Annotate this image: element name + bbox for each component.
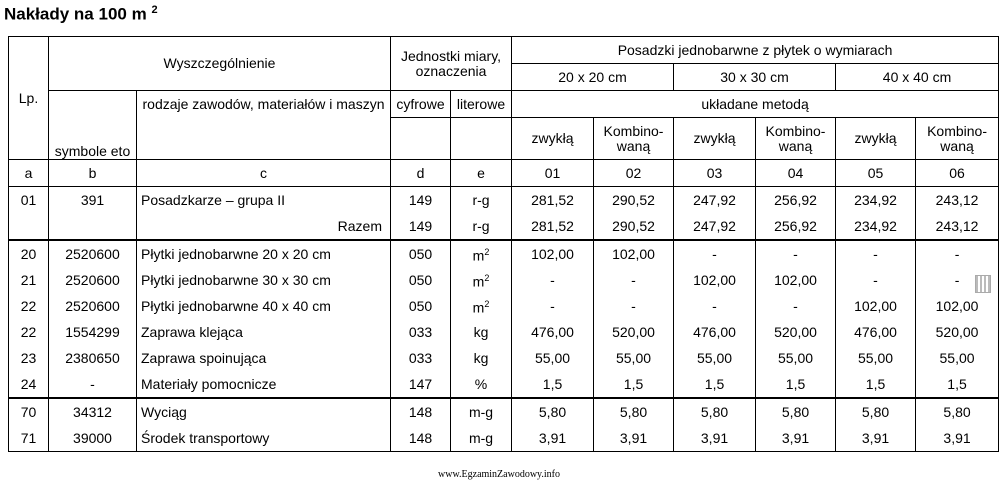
table-row <box>9 187 999 214</box>
row-value: 247,92 <box>674 187 756 214</box>
row-unit-digital: 033 <box>391 345 451 371</box>
row-value: 55,00 <box>836 345 916 371</box>
row-value: - <box>512 293 594 319</box>
row-value: 520,00 <box>594 319 674 345</box>
row-value: 1,5 <box>916 371 999 398</box>
qr-code-icon <box>975 275 991 293</box>
column-letter: 05 <box>836 160 916 187</box>
table-row <box>9 319 999 345</box>
row-symbol: 2520600 <box>49 293 137 319</box>
method-header: Kombino-waną <box>916 118 999 160</box>
column-letter: b <box>49 160 137 187</box>
row-value: 243,12 <box>916 187 999 214</box>
row-unit-letter <box>451 267 512 293</box>
row-value: 520,00 <box>756 319 836 345</box>
row-lp: 70 <box>9 398 49 425</box>
unit-superscript: 2 <box>484 298 490 309</box>
column-letter: 04 <box>756 160 836 187</box>
unit-text: m <box>472 273 485 290</box>
row-unit-digital: 033 <box>391 319 451 345</box>
wyszczegolnienie-header: Wyszczególnienie <box>49 37 391 91</box>
row-value: 476,00 <box>512 319 594 345</box>
row-value: 3,91 <box>836 425 916 452</box>
row-value: - <box>594 267 674 293</box>
row-name: Zaprawa klejąca <box>137 319 391 345</box>
row-unit-digital: 050 <box>391 240 451 267</box>
row-value: - <box>836 240 916 267</box>
row-value: - <box>756 240 836 267</box>
row-symbol: - <box>49 371 137 398</box>
literowe-header: literowe <box>451 91 512 118</box>
symbole-header: symbole eto <box>49 91 137 160</box>
table-row <box>9 345 999 371</box>
row-name: Płytki jednobarwne 30 x 30 cm <box>137 267 391 293</box>
row-name: Razem <box>137 213 391 240</box>
row-lp <box>9 213 49 240</box>
row-value: 243,12 <box>916 213 999 240</box>
row-lp: 01 <box>9 187 49 214</box>
row-value: - <box>916 267 999 293</box>
page-title: Nakłady na 100 m $^2$ <box>4 4 158 24</box>
row-name: Posadzkarze – grupa II <box>137 187 391 214</box>
row-unit-letter <box>451 240 512 267</box>
row-value: - <box>674 240 756 267</box>
cyfrowe-header: cyfrowe <box>391 91 451 118</box>
row-value: 520,00 <box>916 319 999 345</box>
row-unit-digital: 147 <box>391 371 451 398</box>
row-value: 234,92 <box>836 187 916 214</box>
footer-url: www.EgzaminZawodowy.info <box>438 469 561 480</box>
row-value: - <box>916 240 999 267</box>
row-value: 102,00 <box>836 293 916 319</box>
unit-superscript: 2 <box>484 272 490 283</box>
table-row <box>9 293 999 319</box>
row-value: 281,52 <box>512 187 594 214</box>
row-name: Płytki jednobarwne 20 x 20 cm <box>137 240 391 267</box>
row-unit-letter: m-g <box>451 425 512 452</box>
row-symbol: 2520600 <box>49 240 137 267</box>
row-unit-digital: 149 <box>391 187 451 214</box>
row-value: 247,92 <box>674 213 756 240</box>
method-header: zwykłą <box>512 118 594 160</box>
row-value: 3,91 <box>916 425 999 452</box>
size-header-20: 20 x 20 cm <box>512 64 674 91</box>
row-value: 55,00 <box>512 345 594 371</box>
row-value: 3,91 <box>674 425 756 452</box>
row-value: 3,91 <box>756 425 836 452</box>
row-unit-letter: r-g <box>451 187 512 214</box>
row-value: 1,5 <box>594 371 674 398</box>
method-header: zwykłą <box>674 118 756 160</box>
row-name: Środek transportowy <box>137 425 391 452</box>
row-lp: 24 <box>9 371 49 398</box>
row-unit-letter: % <box>451 371 512 398</box>
row-value: 102,00 <box>674 267 756 293</box>
row-symbol: 1554299 <box>49 319 137 345</box>
row-value: - <box>756 293 836 319</box>
row-value: 256,92 <box>756 187 836 214</box>
column-letter: c <box>137 160 391 187</box>
row-unit-letter: r-g <box>451 213 512 240</box>
row-value: 5,80 <box>594 398 674 425</box>
posadzki-header: Posadzki jednobarwne z płytek o wymiarach <box>512 37 999 64</box>
row-lp: 22 <box>9 319 49 345</box>
row-value: - <box>512 267 594 293</box>
method-header: Kombino-waną <box>594 118 674 160</box>
row-value: 5,80 <box>756 398 836 425</box>
row-symbol: 2380650 <box>49 345 137 371</box>
column-letter: 02 <box>594 160 674 187</box>
row-value: 5,80 <box>836 398 916 425</box>
literowe-blank <box>451 118 512 160</box>
row-value: 290,52 <box>594 213 674 240</box>
row-symbol <box>49 213 137 240</box>
row-value: 5,80 <box>916 398 999 425</box>
row-symbol: 2520600 <box>49 267 137 293</box>
row-value: 281,52 <box>512 213 594 240</box>
row-unit-digital: 050 <box>391 267 451 293</box>
row-lp: 23 <box>9 345 49 371</box>
row-value: 5,80 <box>674 398 756 425</box>
unit-text: m <box>472 299 485 316</box>
jednostki-header: Jednostki miary, oznaczenia <box>391 37 512 91</box>
column-letter: 03 <box>674 160 756 187</box>
row-value: 102,00 <box>594 240 674 267</box>
row-value: 234,92 <box>836 213 916 240</box>
row-unit-digital: 050 <box>391 293 451 319</box>
row-value: 476,00 <box>674 319 756 345</box>
row-value: 102,00 <box>916 293 999 319</box>
row-unit-letter: m-g <box>451 398 512 425</box>
row-value: 55,00 <box>674 345 756 371</box>
row-symbol: 34312 <box>49 398 137 425</box>
row-value: - <box>594 293 674 319</box>
row-value: 290,52 <box>594 187 674 214</box>
method-header: zwykłą <box>836 118 916 160</box>
unit-superscript: 2 <box>484 246 490 257</box>
row-value: 1,5 <box>674 371 756 398</box>
table-row <box>9 213 999 240</box>
ukladane-header: układane metodą <box>512 91 999 118</box>
row-value: 1,5 <box>512 371 594 398</box>
row-value: 55,00 <box>916 345 999 371</box>
method-header: Kombino-waną <box>756 118 836 160</box>
row-value: 3,91 <box>594 425 674 452</box>
row-value: - <box>674 293 756 319</box>
norms-table <box>8 36 999 452</box>
row-unit-letter: kg <box>451 345 512 371</box>
row-lp: 21 <box>9 267 49 293</box>
row-value: 3,91 <box>512 425 594 452</box>
table-body <box>9 187 999 452</box>
row-name: Płytki jednobarwne 40 x 40 cm <box>137 293 391 319</box>
row-value: 476,00 <box>836 319 916 345</box>
row-value: - <box>836 267 916 293</box>
row-lp: 20 <box>9 240 49 267</box>
row-value: 102,00 <box>512 240 594 267</box>
row-name: Zaprawa spoinująca <box>137 345 391 371</box>
row-lp: 71 <box>9 425 49 452</box>
column-letter: d <box>391 160 451 187</box>
row-unit-digital: 148 <box>391 398 451 425</box>
row-value: 55,00 <box>594 345 674 371</box>
table-row <box>9 398 999 425</box>
size-header-40: 40 x 40 cm <box>836 64 999 91</box>
column-letters-row <box>9 160 999 187</box>
lp-header: Lp. <box>9 37 49 160</box>
row-value: 102,00 <box>756 267 836 293</box>
row-value: 1,5 <box>756 371 836 398</box>
row-lp: 22 <box>9 293 49 319</box>
row-value: 1,5 <box>836 371 916 398</box>
row-unit-letter <box>451 293 512 319</box>
row-value: 55,00 <box>756 345 836 371</box>
table-row <box>9 371 999 398</box>
column-letter: a <box>9 160 49 187</box>
unit-text: m <box>472 247 485 264</box>
size-header-30: 30 x 30 cm <box>674 64 836 91</box>
column-letter: 06 <box>916 160 999 187</box>
rodzaje-header: rodzaje zawodów, materiałów i maszyn <box>137 91 391 160</box>
table-row <box>9 240 999 267</box>
row-symbol: 391 <box>49 187 137 214</box>
column-letter: 01 <box>512 160 594 187</box>
row-unit-digital: 149 <box>391 213 451 240</box>
table-row <box>9 425 999 452</box>
row-value: 5,80 <box>512 398 594 425</box>
cyfrowe-blank <box>391 118 451 160</box>
row-value: 256,92 <box>756 213 836 240</box>
table-row <box>9 267 999 293</box>
column-letter: e <box>451 160 512 187</box>
row-unit-digital: 148 <box>391 425 451 452</box>
row-name: Materiały pomocnicze <box>137 371 391 398</box>
row-symbol: 39000 <box>49 425 137 452</box>
row-name: Wyciąg <box>137 398 391 425</box>
row-unit-letter: kg <box>451 319 512 345</box>
